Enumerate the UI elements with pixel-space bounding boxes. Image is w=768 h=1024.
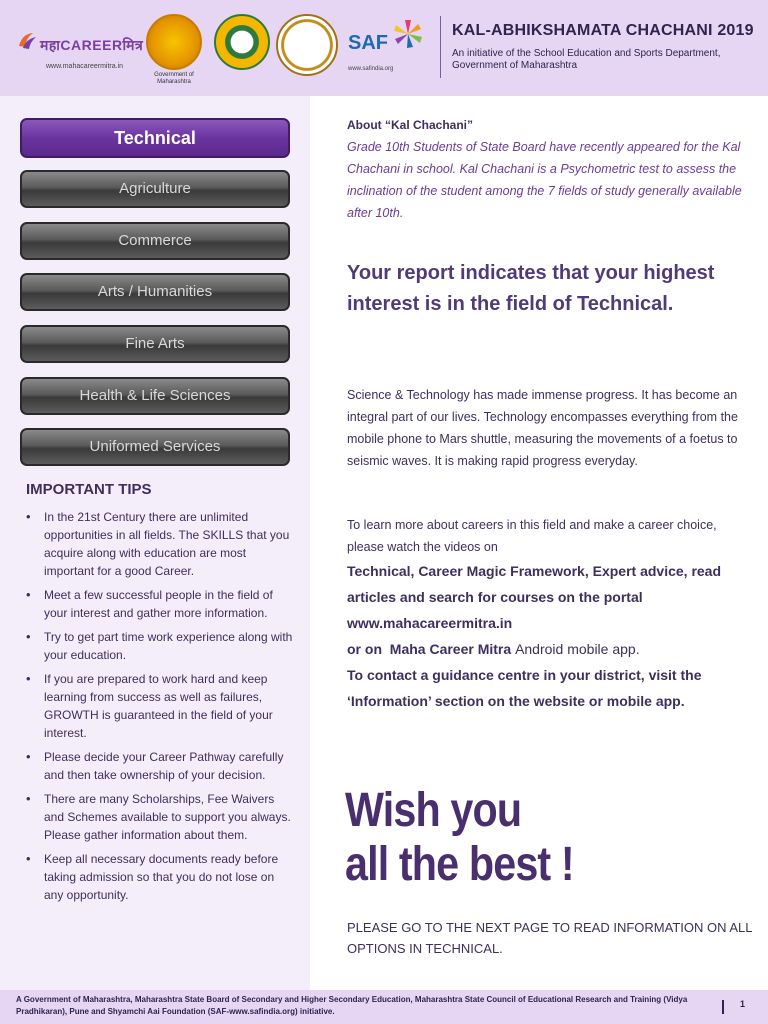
app-name[interactable]: Maha Career Mitra — [389, 641, 512, 657]
tip-item: • Keep all necessary documents ready before taking admission so that you do not lose on any opportunity. — [24, 850, 294, 904]
tips-heading: IMPORTANT TIPS — [26, 481, 152, 498]
page-title: KAL-ABHIKSHAMATA CHACHANI 2019 — [452, 22, 754, 39]
wish-line-1: Wish you — [345, 784, 522, 837]
footer-band — [0, 990, 768, 1024]
tip-item: • Meet a few successful people in the field of your interest and gather more information. — [24, 586, 294, 622]
field-button-agriculture[interactable]: Agriculture — [20, 170, 290, 208]
header-band — [0, 0, 768, 96]
tip-item: • In the 21st Century there are unlimited opportunities in all fields. The SKILLS that you acquire along with education are most important for a good Career. — [24, 508, 294, 580]
tip-item: • If you are prepared to work hard and keep learning from success as well as failures, GROWTH is guaranteed in the field of your interest. — [24, 670, 294, 742]
tips-list — [24, 508, 294, 910]
field-description: Science & Technology has made immense progress. It has become an integral part of our lives. Technology encompasses everything from the mobile phone to Mars shuttle, measuring the movements of a foetus to seismic waves. It is making rapid progress everyday. — [347, 388, 738, 468]
field-button-health-life-sciences[interactable]: Health & Life Sciences — [20, 377, 290, 415]
field-button-uniformed-services[interactable]: Uniformed Services — [20, 428, 290, 466]
learn-intro: To learn more about careers in this field and make a career choice, please watch the videos on — [347, 518, 717, 554]
portal-link[interactable]: www.mahacareermitra.in — [347, 615, 513, 631]
about-text: Grade 10th Students of State Board have recently appeared for the Kal Chachani in school. Kal Chachani is a Psychometric test to assess the inclination of the student among the 7 fields of study generally available after 10th. — [347, 140, 742, 220]
mahacareermitra-mark-icon — [16, 30, 38, 52]
saf-logo[interactable] — [344, 18, 434, 74]
next-page-note: PLEASE GO TO THE NEXT PAGE TO READ INFORMATION ON ALL OPTIONS IN TECHNICAL. — [347, 920, 753, 956]
tip-item: • There are many Scholarships, Fee Waivers and Schemes available to support you always. Please gather information about them. — [24, 790, 294, 844]
field-button-arts-humanities[interactable]: Arts / Humanities — [20, 273, 290, 311]
page-number: 1 — [740, 999, 746, 1009]
learn-or-on: or on — [347, 641, 382, 657]
tip-item: • Try to get part time work experience along with your education. — [24, 628, 294, 664]
report-statement: Your report indicates that your highest interest is in the field of Technical. — [347, 262, 715, 315]
app-suffix: Android mobile app. — [515, 641, 640, 657]
field-button-fine-arts[interactable]: Fine Arts — [20, 325, 290, 363]
field-button-technical[interactable]: Technical — [20, 118, 290, 158]
mahacareermitra-logo[interactable] — [16, 28, 144, 72]
learn-bold-text: Technical, Career Magic Framework, Expert advice, read articles and search for courses on the portal — [347, 563, 722, 605]
learn-details — [347, 558, 757, 714]
field-button-commerce[interactable]: Commerce — [20, 222, 290, 260]
about-heading: About “Kal Chachani” — [347, 118, 474, 132]
footer-text: A Government of Maharashtra, Maharashtra State Board of Secondary and Higher Secondary Education, Maharashtra State Council of Educational Research and Training (Vidya Pradhikaran), Pune and Shyamchi Aai Foundation (SAF-www.safindia.org) initiative. — [16, 995, 688, 1016]
contact-text: To contact a guidance centre in your district, visit the ‘Information’ section on the website or mobile app. — [347, 667, 702, 709]
seal-caption: Government of Maharashtra — [154, 72, 194, 85]
page-subtitle: An initiative of the School Education and Sports Department, Government of Maharashtra — [452, 48, 721, 71]
saf-star-icon — [392, 18, 424, 50]
footer-divider — [722, 1000, 724, 1014]
saf-url: www.safindia.org — [348, 66, 394, 72]
wish-line-2: all the best ! — [345, 838, 574, 891]
saf-wordmark: SAF — [348, 32, 388, 54]
maharashtra-government-seal-icon — [146, 14, 202, 70]
scert-seal-icon — [276, 14, 338, 76]
wish-heading — [345, 784, 574, 892]
mahacareermitra-wordmark: महाCAREERमित्र — [40, 37, 144, 53]
tip-item: • Please decide your Career Pathway carefully and then take ownership of your decision. — [24, 748, 294, 784]
mahacareermitra-url: www.mahacareermitra.in — [46, 63, 124, 70]
header-divider — [440, 16, 441, 78]
board-seal-icon — [214, 14, 270, 70]
